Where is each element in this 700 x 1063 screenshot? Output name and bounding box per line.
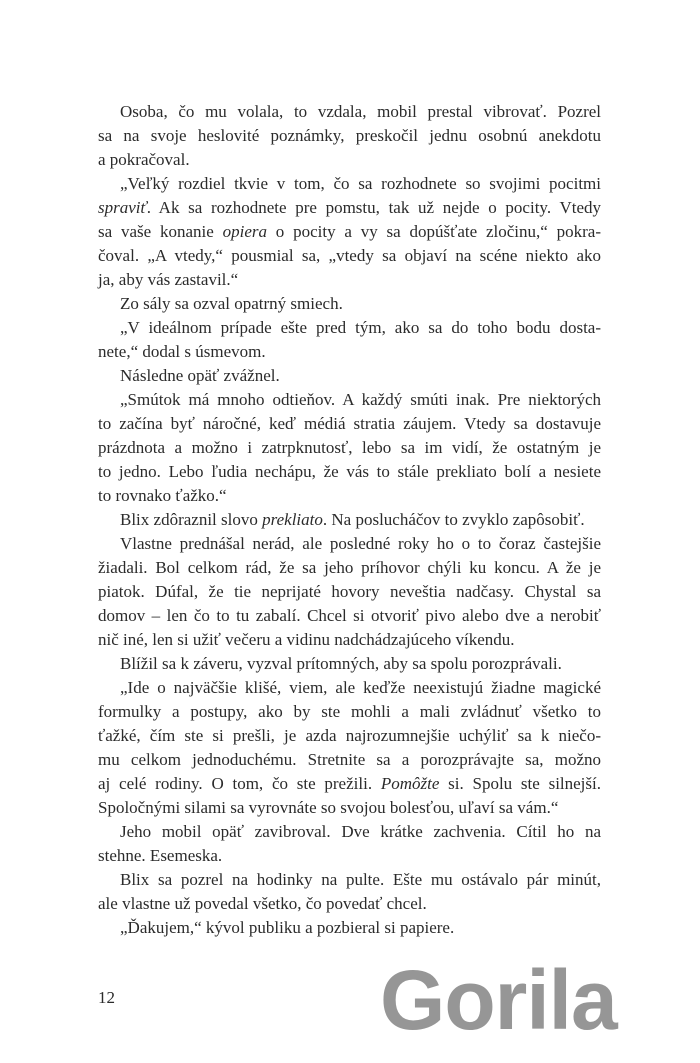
italic-text: prekliato xyxy=(262,510,323,529)
text-line xyxy=(98,196,601,220)
paragraph xyxy=(98,652,601,676)
text-span: „Ide o najväčšie klišé, viem, ale keďže neexistujú žiadne magické xyxy=(120,678,601,697)
text-span: „V ideálnom prípade ešte pred tým, ako sa do toho bodu dosta- xyxy=(120,318,601,337)
text-span: žiadali. Bol celkom rád, že sa jeho príhovor chýli ku koncu. A že je xyxy=(98,558,601,577)
text-span: prázdnota a možno i zatrpknutosť, lebo sa im vidí, že ostatným je xyxy=(98,438,601,457)
text-span: . Na poslucháčov to zvyklo zapôsobiť. xyxy=(322,510,585,529)
text-line xyxy=(98,556,601,580)
paragraph xyxy=(98,292,601,316)
paragraph xyxy=(98,508,601,532)
text-span: stehne. Esemeska. xyxy=(98,846,223,865)
text-line xyxy=(98,652,601,676)
paragraph xyxy=(98,532,601,652)
text-line xyxy=(98,244,601,268)
text-span: mu celkom jednoduchému. Stretnite sa a porozprávajte sa, možno xyxy=(98,750,601,769)
body-text xyxy=(98,100,601,940)
text-line xyxy=(98,796,601,820)
text-span: ja, aby vás zastavil.“ xyxy=(98,270,239,289)
text-span: sa vaše konanie xyxy=(98,222,223,241)
text-span: domov – len čo to tu zabalí. Chcel si otvoriť pivo alebo dve a nerobiť xyxy=(98,606,601,625)
text-span: „Veľký rozdiel tkvie v tom, čo sa rozhodnete so svojimi pocitmi xyxy=(120,174,601,193)
text-line xyxy=(98,340,601,364)
text-span: Zo sály sa ozval opatrný smiech. xyxy=(120,294,343,313)
text-span: si. Spolu ste silnejší. xyxy=(439,774,601,793)
text-line xyxy=(98,916,601,940)
text-line xyxy=(98,220,601,244)
text-line xyxy=(98,580,601,604)
text-span: Jeho mobil opäť zavibroval. Dve krátke zachvenia. Cítil ho na xyxy=(120,822,601,841)
text-line xyxy=(98,460,601,484)
text-span: Blix zdôraznil slovo xyxy=(120,510,263,529)
text-span: Následne opäť zvážnel. xyxy=(120,366,280,385)
text-line xyxy=(98,628,601,652)
paragraph xyxy=(98,388,601,508)
text-line xyxy=(98,292,601,316)
text-line xyxy=(98,508,601,532)
text-span: ťažké, čím ste si prešli, je azda najrozumnejšie uchýliť sa k niečo- xyxy=(98,726,601,745)
paragraph xyxy=(98,820,601,868)
italic-text: spraviť xyxy=(98,198,147,217)
watermark-logo: Gorila xyxy=(380,953,617,1047)
text-span: „Ďakujem,“ kývol publiku a pozbieral si papiere. xyxy=(120,918,455,937)
text-span: Spoločnými silami sa vyrovnáte so svojou bolesťou, uľaví sa vám.“ xyxy=(98,798,559,817)
italic-text: Pomôžte xyxy=(380,774,440,793)
text-span: ale vlastne už povedal všetko, čo povedať chcel. xyxy=(98,894,427,913)
text-line xyxy=(98,316,601,340)
text-span: Blížil sa k záveru, vyzval prítomných, aby sa spolu porozprávali. xyxy=(120,654,562,673)
text-line xyxy=(98,364,601,388)
text-span: „Smútok má mnoho odtieňov. A každý smúti inak. Pre niektorých xyxy=(120,390,601,409)
text-line xyxy=(98,748,601,772)
paragraph xyxy=(98,916,601,940)
text-span: . Ak sa rozhodnete pre pomstu, tak už nejde o pocity. Vtedy xyxy=(146,198,601,217)
text-span: nič iné, len si užiť večeru a vidinu nadchádzajúceho víkendu. xyxy=(98,630,515,649)
paragraph xyxy=(98,364,601,388)
text-line xyxy=(98,772,601,796)
text-line xyxy=(98,148,601,172)
text-line xyxy=(98,532,601,556)
text-line xyxy=(98,124,601,148)
text-span: Blix sa pozrel na hodinky na pulte. Ešte mu ostávalo pár minút, xyxy=(120,870,601,889)
page-number: 12 xyxy=(98,988,115,1007)
text-line xyxy=(98,724,601,748)
text-span: piatok. Dúfal, že tie neprijaté hovory neveštia nadčasy. Chystal sa xyxy=(98,582,601,601)
text-line xyxy=(98,388,601,412)
text-span: formulky a postupy, ako by ste mohli a mali zvládnuť všetko to xyxy=(98,702,601,721)
text-line xyxy=(98,844,601,868)
text-line xyxy=(98,604,601,628)
paragraph xyxy=(98,316,601,364)
text-line xyxy=(98,100,601,124)
text-span: čoval. „A vtedy,“ pousmial sa, „vtedy sa objaví na scéne niekto ako xyxy=(98,246,601,265)
paragraph xyxy=(98,868,601,916)
text-span: sa na svoje heslovité poznámky, preskočil jednu osobnú anekdotu xyxy=(98,126,601,145)
paragraph xyxy=(98,676,601,820)
text-span: to rovnako ťažko.“ xyxy=(98,486,227,505)
text-span: o pocity a vy sa dopúšťate zločinu,“ pokra- xyxy=(266,222,601,241)
text-line xyxy=(98,484,601,508)
text-line xyxy=(98,820,601,844)
paragraph xyxy=(98,100,601,172)
text-span: a pokračoval. xyxy=(98,150,190,169)
text-line xyxy=(98,412,601,436)
text-line xyxy=(98,172,601,196)
paragraph xyxy=(98,172,601,292)
text-line xyxy=(98,700,601,724)
text-span: to začína byť náročné, keď médiá stratia záujem. Vtedy sa dostavuje xyxy=(98,414,601,433)
text-line xyxy=(98,676,601,700)
text-span: nete,“ dodal s úsmevom. xyxy=(98,342,266,361)
text-span: to jedno. Lebo ľudia nechápu, že vás to stále prekliato bolí a nesiete xyxy=(98,462,601,481)
text-line xyxy=(98,892,601,916)
text-line xyxy=(98,436,601,460)
italic-text: opiera xyxy=(222,222,267,241)
text-line xyxy=(98,268,601,292)
text-line xyxy=(98,868,601,892)
text-span: Osoba, čo mu volala, to vzdala, mobil prestal vibrovať. Pozrel xyxy=(120,102,601,121)
text-span: Vlastne prednášal nerád, ale posledné roky ho o to čoraz častejšie xyxy=(120,534,601,553)
text-span: aj celé rodiny. O tom, čo ste prežili. xyxy=(98,774,381,793)
